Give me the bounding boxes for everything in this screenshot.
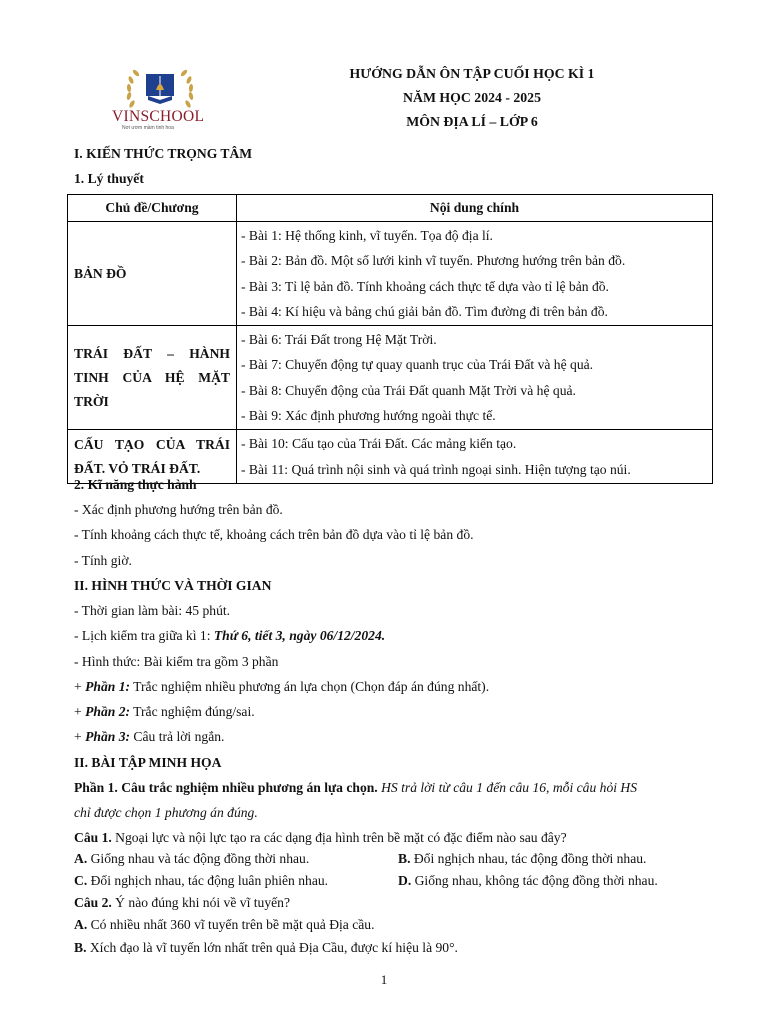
- part1-instruction-cont: chỉ được chọn 1 phương án đúng.: [74, 805, 258, 820]
- lesson-item: - Bài 7: Chuyển động tự quay quanh trục của Trái Đất và hệ quả.: [241, 357, 594, 373]
- table-content: [237, 430, 713, 484]
- question: [74, 895, 290, 911]
- option-text: Đối nghịch nhau, tác động đồng thời nhau.: [410, 851, 647, 866]
- option-key: A.: [74, 917, 88, 932]
- syllabus-table: [67, 194, 713, 484]
- question-label: Câu 1.: [74, 830, 112, 845]
- answer-option: [398, 851, 646, 867]
- option-key: A.: [74, 851, 88, 866]
- part-bullet: +: [74, 729, 86, 744]
- section-title: II. HÌNH THỨC VÀ THỜI GIAN: [74, 578, 272, 593]
- table-topic: TRÁI ĐẤT – HÀNH TINH CỦA HỆ MẶT TRỜI: [68, 326, 237, 430]
- skill-item: - Tính khoảng cách thực tế, khoảng cách trên bản đồ dựa vào tỉ lệ bản đồ.: [74, 527, 474, 542]
- exam-part: [74, 704, 255, 720]
- part1-intro: [74, 780, 637, 796]
- question-text: Ngoại lực và nội lực tạo ra các dạng địa hình trên bề mặt có đặc điểm nào sau đây?: [111, 830, 567, 845]
- table-header-row: [68, 195, 713, 222]
- lesson-item: - Bài 11: Quá trình nội sinh và quá trình ngoại sinh. Hiện tượng tạo núi.: [241, 461, 631, 477]
- lesson-item: - Bài 9: Xác định phương hướng ngoài thực tế.: [241, 408, 496, 424]
- document-header: [332, 62, 612, 134]
- skill-item: - Xác định phương hướng trên bản đồ.: [74, 502, 283, 517]
- part-label: Phần 2:: [85, 704, 131, 719]
- lesson-item: - Bài 3: Tỉ lệ bản đồ. Tính khoảng cách thực tế dựa vào tỉ lệ bản đồ.: [241, 278, 609, 294]
- question: [74, 830, 567, 846]
- option-key: B.: [74, 940, 87, 955]
- schedule-label: - Lịch kiểm tra giữa kì 1:: [74, 628, 214, 643]
- table-topic: BẢN ĐỒ: [68, 222, 237, 326]
- header-title: HƯỚNG DẪN ÔN TẬP CUỐI HỌC KÌ 1: [349, 66, 595, 81]
- part-label: Phần 3:: [85, 729, 131, 744]
- exam-format: - Hình thức: Bài kiểm tra gồm 3 phần: [74, 654, 279, 669]
- part1-instruction: HS trả lời từ câu 1 đến câu 16, mỗi câu hỏi HS: [377, 780, 638, 795]
- subsection-title: 1. Lý thuyết: [74, 171, 144, 186]
- option-key: C.: [74, 873, 88, 888]
- option-key: B.: [398, 851, 411, 866]
- answer-option: [74, 940, 458, 956]
- answer-option: [74, 917, 375, 933]
- table-topic: CẤU TẠO CỦA TRÁI ĐẤT. VỎ TRÁI ĐẤT.: [68, 430, 237, 484]
- header-school-year: NĂM HỌC 2024 - 2025: [403, 90, 541, 105]
- skill-item: - Tính giờ.: [74, 553, 132, 568]
- exam-part: [74, 729, 224, 745]
- section-title: II. BÀI TẬP MINH HỌA: [74, 755, 222, 770]
- option-text: Giống nhau và tác động đồng thời nhau.: [87, 851, 310, 866]
- table-content: [237, 326, 713, 430]
- part-bullet: +: [74, 704, 86, 719]
- part-bullet: +: [74, 679, 86, 694]
- section-title: I. KIẾN THỨC TRỌNG TÂM: [74, 146, 253, 161]
- question-text: Ý nào đúng khi nói về vĩ tuyến?: [111, 895, 290, 910]
- answer-option: [74, 873, 328, 889]
- lesson-item: - Bài 6: Trái Đất trong Hệ Mặt Trời.: [241, 332, 437, 348]
- part-text: Trắc nghiệm nhiều phương án lựa chọn (Chọn đáp án đúng nhất).: [130, 679, 490, 694]
- skills-title: 2. Kĩ năng thực hành: [74, 477, 197, 492]
- table-row: [68, 222, 713, 326]
- logo-brand: VINSCHOOL: [112, 108, 205, 125]
- answer-option: [74, 851, 309, 867]
- option-text: Giống nhau, không tác động đồng thời nhau.: [411, 873, 658, 888]
- question-label: Câu 2.: [74, 895, 112, 910]
- exam-part: [74, 679, 489, 695]
- answer-option: [398, 873, 658, 889]
- option-key: D.: [398, 873, 412, 888]
- table-content: [237, 222, 713, 326]
- header-subject: MÔN ĐỊA LÍ – LỚP 6: [406, 114, 538, 129]
- part-text: Trắc nghiệm đúng/sai.: [130, 704, 255, 719]
- option-text: Có nhiều nhất 360 vĩ tuyến trên bề mặt quả Địa cầu.: [87, 917, 375, 932]
- page-number: 1: [380, 972, 388, 987]
- table-row: [68, 430, 713, 484]
- table-header-topic: Chủ đề/Chương: [68, 195, 237, 222]
- exam-duration: - Thời gian làm bài: 45 phút.: [74, 603, 231, 618]
- lesson-item: - Bài 8: Chuyển động của Trái Đất quanh Mặt Trời và hệ quả.: [241, 382, 576, 398]
- table-header-content: Nội dung chính: [237, 195, 713, 222]
- logo-tagline: Nơi ươm mầm tinh hoa: [122, 125, 174, 131]
- lesson-item: - Bài 10: Cấu tạo của Trái Đất. Các mảng kiến tạo.: [241, 436, 517, 452]
- lesson-item: - Bài 1: Hệ thống kinh, vĩ tuyến. Tọa độ địa lí.: [241, 228, 493, 243]
- schedule-date: Thứ 6, tiết 3, ngày 06/12/2024.: [213, 628, 386, 643]
- option-text: Xích đạo là vĩ tuyến lớn nhất trên quả Địa Cầu, được kí hiệu là 90°.: [86, 940, 458, 955]
- table-row: [68, 326, 713, 430]
- lesson-item: - Bài 2: Bản đồ. Một số lưới kinh vĩ tuyến. Phương hướng trên bản đồ.: [241, 253, 626, 269]
- exam-schedule: [74, 628, 385, 644]
- part-text: Câu trả lời ngắn.: [130, 729, 225, 744]
- lesson-item: - Bài 4: Kí hiệu và bảng chú giải bản đồ. Tìm đường đi trên bản đồ.: [241, 303, 608, 319]
- option-text: Đối nghịch nhau, tác động luân phiên nhau.: [87, 873, 329, 888]
- part-label: Phần 1:: [85, 679, 131, 694]
- part1-heading: Phần 1. Câu trắc nghiệm nhiều phương án lựa chọn.: [74, 780, 378, 795]
- school-logo: [110, 60, 210, 138]
